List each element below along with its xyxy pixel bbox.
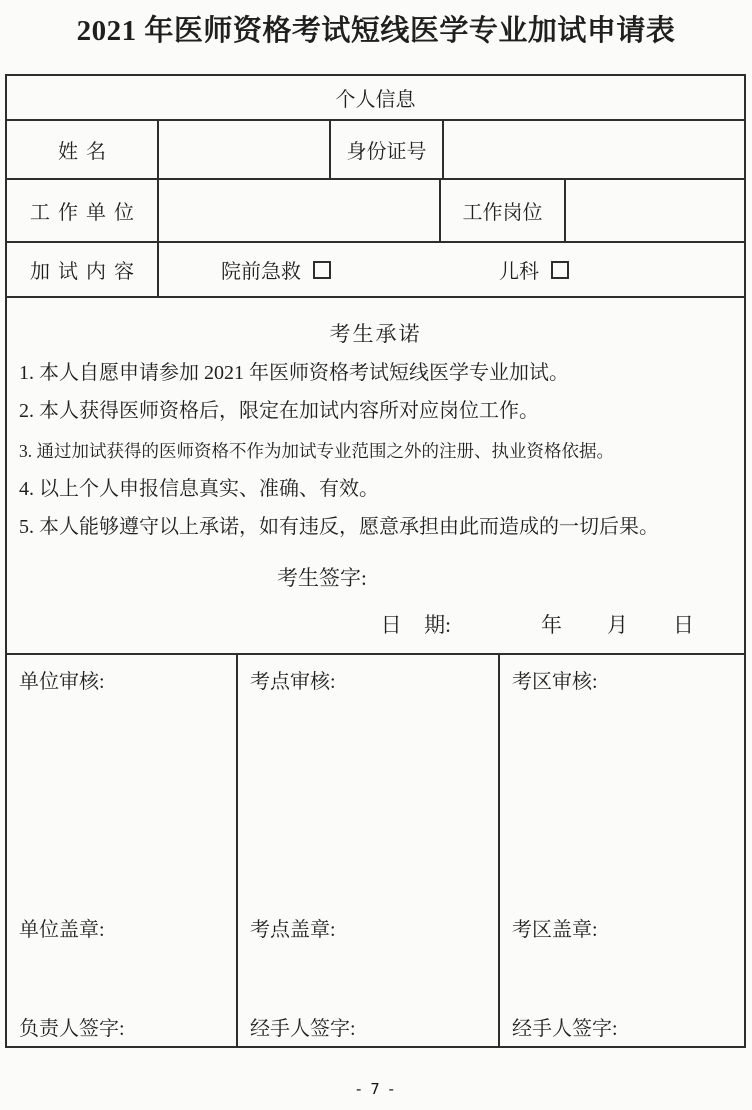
id-number-value-cell bbox=[444, 121, 744, 178]
personal-info-title: 个人信息 bbox=[335, 89, 416, 111]
work-post-label-cell bbox=[441, 180, 566, 241]
review-label: 单位审核: bbox=[19, 671, 105, 693]
signature-label: 负责人签字: bbox=[19, 1018, 125, 1040]
commitment-item: 3. 通过加试获得的医师资格不作为加试专业范围之外的注册、执业资格依据。 bbox=[19, 441, 614, 461]
personal-info-header-row bbox=[7, 76, 744, 121]
site-review-column bbox=[238, 655, 500, 1046]
pediatrics-option-label: 儿科 bbox=[499, 261, 539, 283]
commitment-title: 考生承诺 bbox=[329, 322, 422, 346]
date-line: 日 期: 年 月 日 bbox=[380, 613, 694, 637]
pre-hospital-option-label: 院前急救 bbox=[221, 261, 301, 283]
pediatrics-option bbox=[499, 255, 569, 284]
area-review-column bbox=[500, 655, 744, 1046]
id-number-label-cell bbox=[331, 121, 444, 178]
extra-test-label: 加 试 内 容 bbox=[30, 261, 134, 283]
review-label: 考区审核: bbox=[512, 671, 598, 693]
name-value-cell bbox=[159, 121, 331, 178]
candidate-signature-label: 考生签字: bbox=[277, 566, 367, 590]
commitment-item: 5. 本人能够遵守以上承诺，如有违反，愿意承担由此而造成的一切后果。 bbox=[19, 516, 659, 538]
form-title: 2021 年医师资格考试短线医学专业加试申请表 bbox=[76, 15, 676, 47]
signature-label: 经手人签字: bbox=[250, 1018, 356, 1040]
extra-test-options-cell bbox=[159, 243, 744, 296]
commitment-item: 1. 本人自愿申请参加 2021 年医师资格考试短线医学专业加试。 bbox=[19, 362, 569, 384]
review-label: 考点审核: bbox=[250, 671, 336, 693]
signature-label: 经手人签字: bbox=[512, 1018, 618, 1040]
seal-label: 考点盖章: bbox=[250, 919, 336, 941]
pediatrics-checkbox bbox=[551, 261, 569, 279]
application-form-table bbox=[5, 74, 746, 1048]
work-unit-label-cell bbox=[7, 180, 159, 241]
work-row bbox=[7, 180, 744, 243]
extra-test-row bbox=[7, 243, 744, 298]
pre-hospital-checkbox bbox=[313, 261, 331, 279]
work-post-label: 工作岗位 bbox=[462, 202, 543, 224]
pre-hospital-option bbox=[221, 255, 331, 284]
extra-test-label-cell bbox=[7, 243, 159, 296]
seal-label: 单位盖章: bbox=[19, 919, 105, 941]
name-id-row bbox=[7, 121, 744, 180]
review-section bbox=[7, 655, 744, 1046]
unit-review-column bbox=[7, 655, 238, 1046]
id-number-label: 身份证号 bbox=[346, 141, 427, 163]
work-post-value-cell bbox=[566, 180, 744, 241]
commitment-item: 4. 以上个人申报信息真实、准确、有效。 bbox=[19, 478, 379, 500]
commitment-section bbox=[7, 298, 744, 655]
personal-info-header-cell bbox=[7, 76, 744, 119]
seal-label: 考区盖章: bbox=[512, 919, 598, 941]
page-number: - 7 - bbox=[356, 1080, 396, 1098]
work-unit-value-cell bbox=[159, 180, 441, 241]
work-unit-label: 工 作 单 位 bbox=[30, 202, 134, 224]
name-label: 姓 名 bbox=[58, 141, 106, 163]
name-label-cell bbox=[7, 121, 159, 178]
commitment-item: 2. 本人获得医师资格后，限定在加试内容所对应岗位工作。 bbox=[19, 400, 539, 422]
